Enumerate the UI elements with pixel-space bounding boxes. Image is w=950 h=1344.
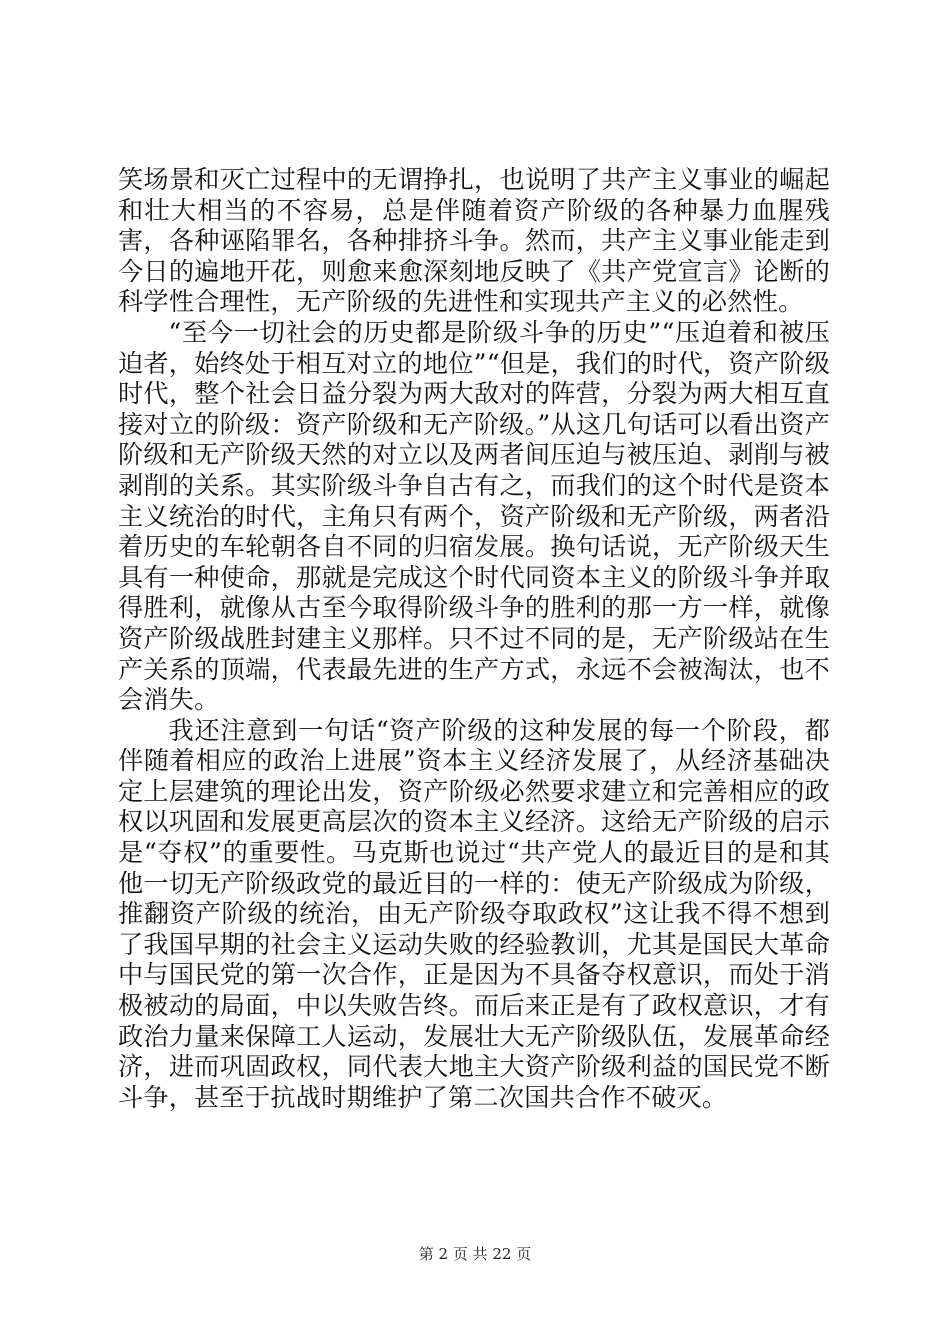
page-number-footer: 第 2 页 共 22 页 xyxy=(418,1245,532,1263)
paragraph-continuation: 笑场景和灭亡过程中的无谓挣扎，也说明了共产主义事业的崛起和壮大相当的不容易，总是伴随着资产阶级的各种暴力血腥残害，各种诬陷罪名，各种排挤斗争。然而，共产主义事业能走到今日的遍地开花，则愈来愈深刻地反映了《共产党宣言》论断的科学性合理性，无产阶级的先进性和实现共产主义的必然性。 xyxy=(118,165,830,317)
paragraph-seize-power: 我还注意到一句话“资产阶级的这种发展的每一个阶段，都伴随着相应的政治上进展”资本主义经济发展了，从经济基础决定上层建筑的理论出发，资产阶级必然要求建立和完善相应的政权以巩固和发展更高层次的资本主义经济。这给无产阶级的启示是“夺权”的重要性。马克斯也说过“共产党人的最近目的是和其他一切无产阶级政党的最近目的一样的：使无产阶级成为阶级，推翻资产阶级的统治，由无产阶级夺取政权”这让我不得不想到了我国早期的社会主义运动失败的经验教训，尤其是国民大革命中与国民党的第一次合作，正是因为不具备夺权意识，而处于消极被动的局面，中以失败告终。而后来正是有了政权意识，才有政治力量来保障工人运动，发展壮大无产阶级队伍，发展革命经济，进而巩固政权，同代表大地主大资产阶级利益的国民党不断斗争，甚至于抗战时期维护了第二次国共合作不破灭。 xyxy=(118,715,830,1112)
document-body xyxy=(118,165,830,1113)
paragraph-class-struggle: “至今一切社会的历史都是阶级斗争的历史”“压迫着和被压迫者，始终处于相互对立的地位”“但是，我们的时代，资产阶级时代，整个社会日益分裂为两大敌对的阵营，分裂为两大相互直接对立的阶级：资产阶级和无产阶级。”从这几句话可以看出资产阶级和无产阶级天然的对立以及两者间压迫与被压迫、剥削与被剥削的关系。其实阶级斗争自古有之，而我们的这个时代是资本主义统治的时代，主角只有两个，资产阶级和无产阶级，两者沿着历史的车轮朝各自不同的归宿发展。换句话说，无产阶级天生具有一种使命，那就是完成这个时代同资本主义的阶级斗争并取得胜利，就像从古至今取得阶级斗争的胜利的那一方一样，就像资产阶级战胜封建主义那样。只不过不同的是，无产阶级站在生产关系的顶端，代表最先进的生产方式，永远不会被淘汰，也不会消失。 xyxy=(118,317,830,715)
